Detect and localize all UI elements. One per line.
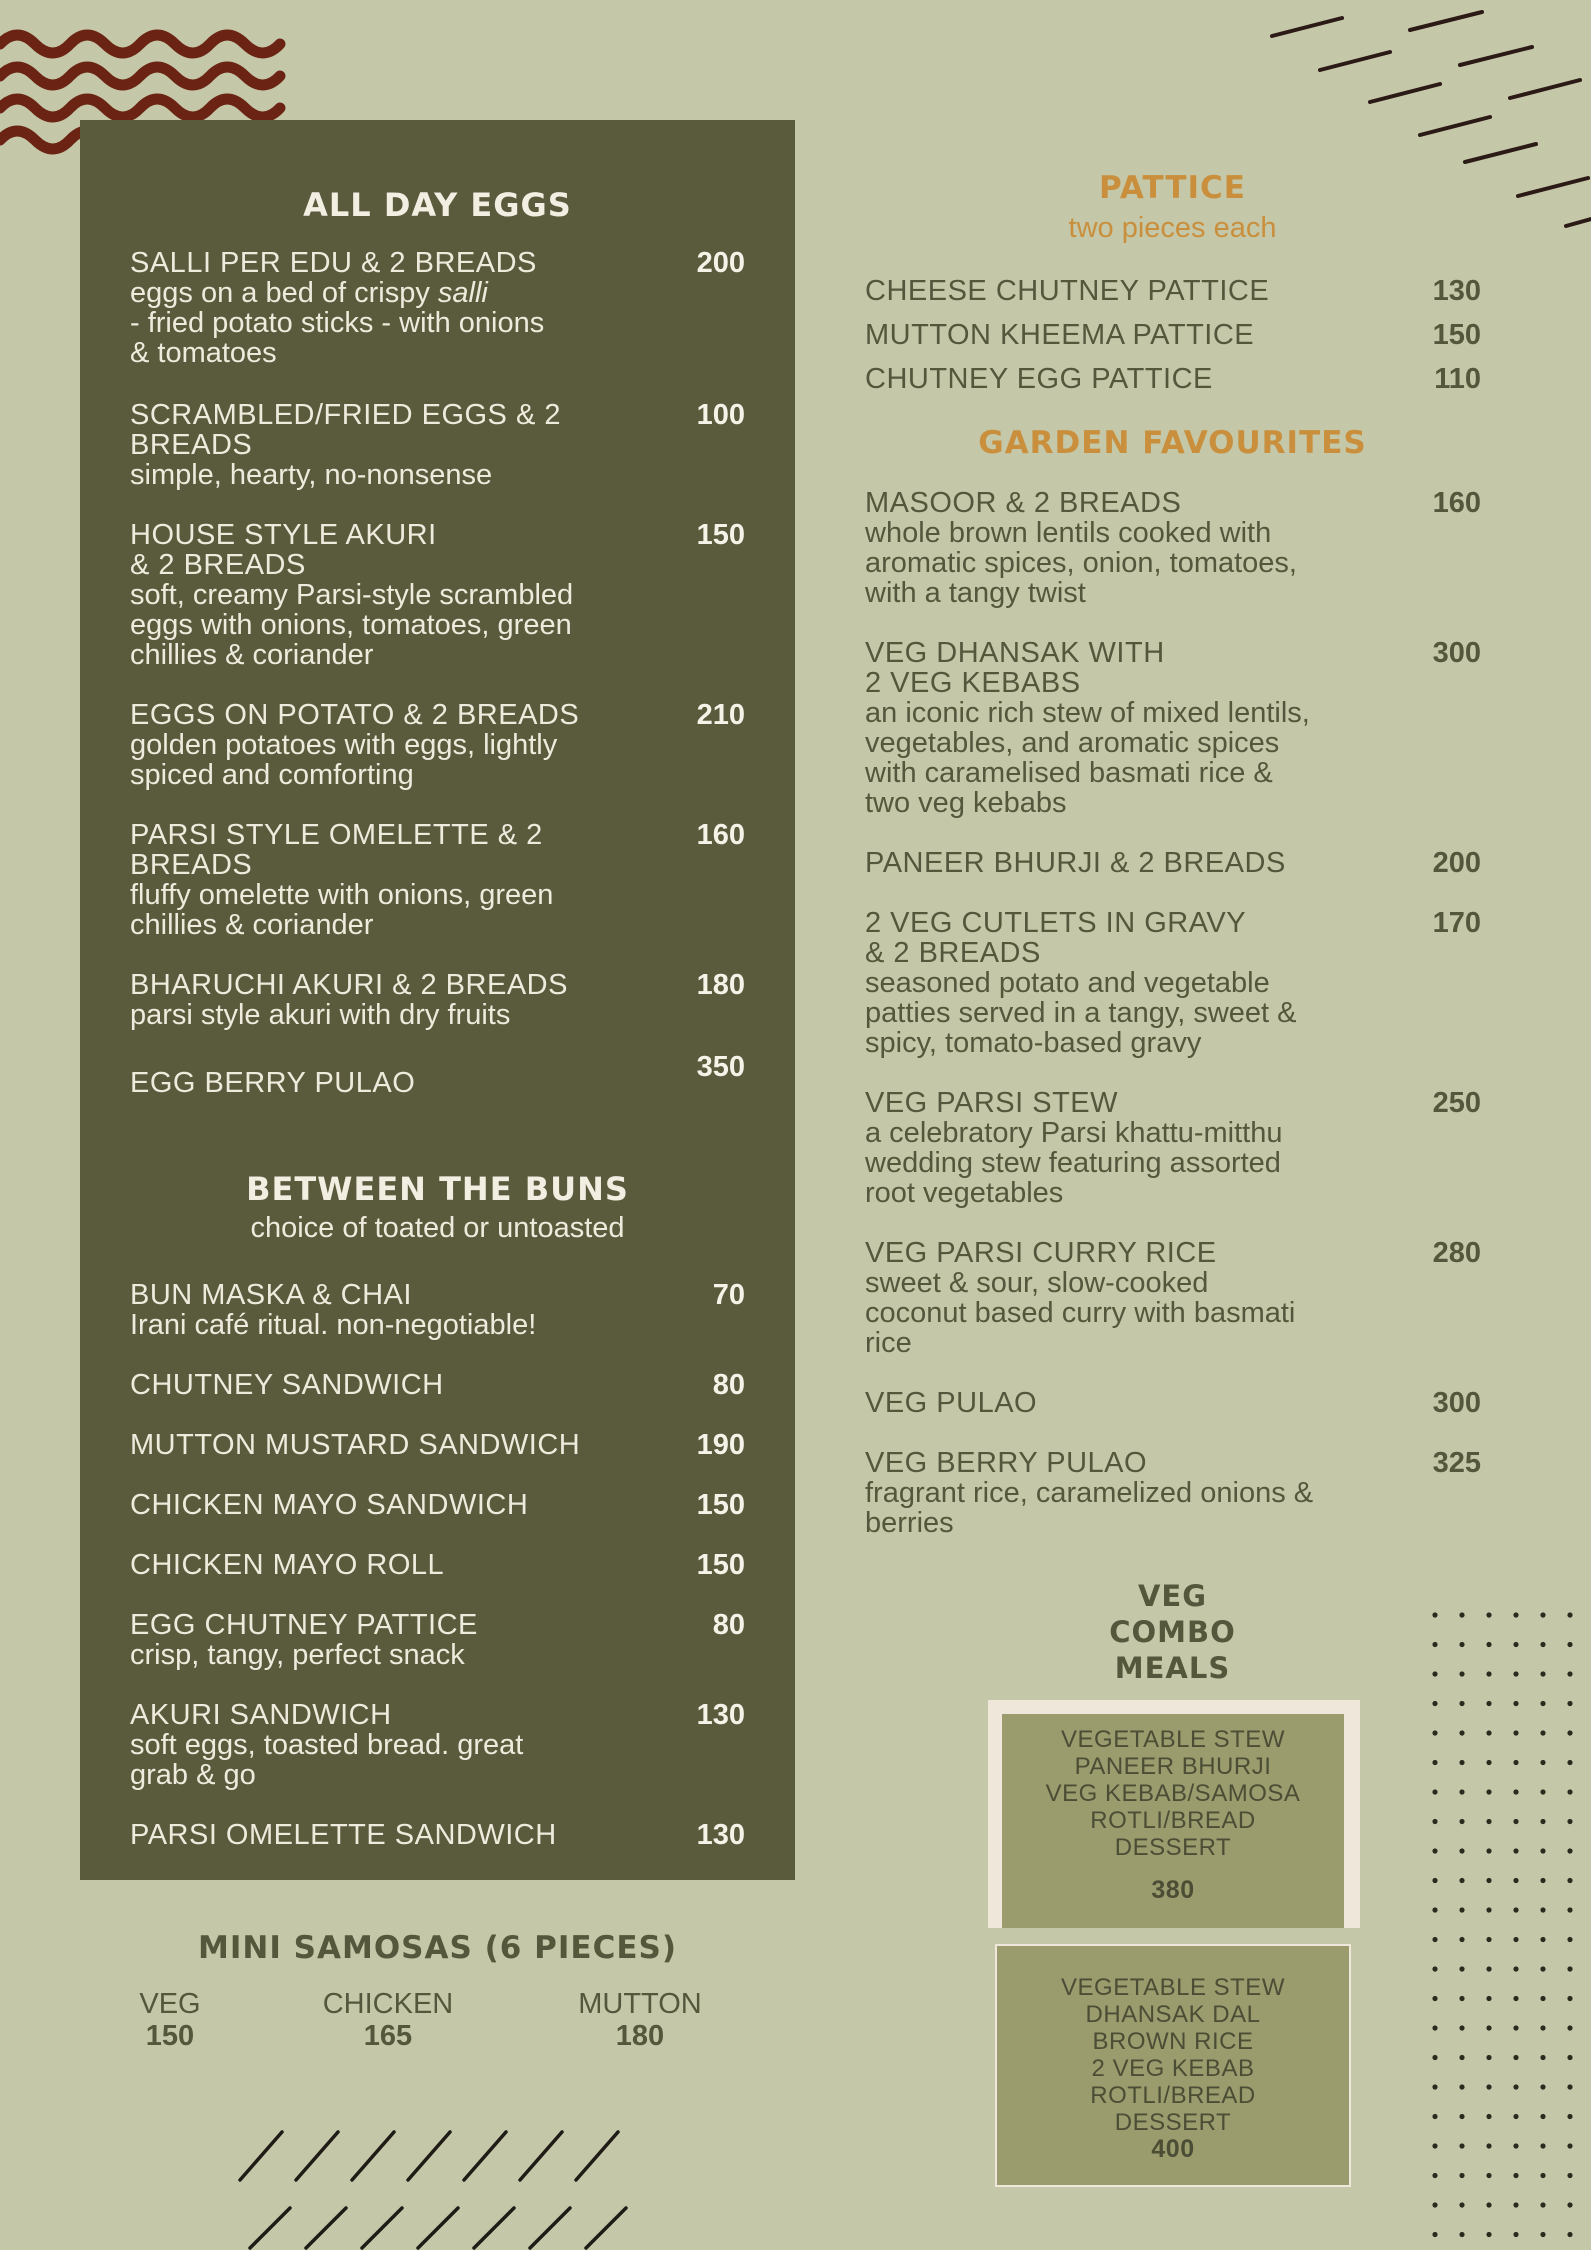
dot-grid-decoration: [1425, 1605, 1591, 2250]
dot: [1567, 2084, 1572, 2089]
dot: [1540, 1937, 1545, 1942]
menu-item: [865, 488, 1485, 608]
menu-item-description: eggs on a bed of crispy salli - fried potato sticks - with onions & tomatoes: [130, 277, 545, 369]
dot: [1432, 1907, 1437, 1912]
dot: [1567, 1848, 1572, 1853]
dot: [1540, 2202, 1545, 2207]
dot: [1540, 2025, 1545, 2030]
dot: [1513, 1612, 1518, 1617]
dot: [1432, 1730, 1437, 1735]
menu-item-description: a celebratory Parsi khattu-mitthu wedding stew featuring assorted root vegetables: [865, 1117, 1283, 1209]
dot: [1540, 2084, 1545, 2089]
dot: [1486, 1701, 1491, 1706]
menu-item-name: CHEESE CHUTNEY PATTICE: [865, 275, 1270, 307]
menu-item: [130, 1700, 750, 1790]
menu-item-name: PARSI OMELETTE SANDWICH: [130, 1819, 557, 1851]
dot: [1540, 1907, 1545, 1912]
menu-item-name: VEG BERRY PULAO: [865, 1447, 1148, 1479]
dot: [1459, 2143, 1464, 2148]
menu-item-description: whole brown lentils cooked with aromatic spices, onion, tomatoes, with a tangy twist: [865, 517, 1297, 609]
menu-item-price: 250: [1432, 1087, 1481, 1119]
pattice-section-title: PATTICE: [1099, 170, 1246, 206]
menu-item-description: fragrant rice, caramelized onions & berries: [865, 1477, 1314, 1539]
buns-section-subtitle: choice of toated or untoasted: [250, 1212, 625, 1244]
dot: [1459, 1819, 1464, 1824]
dot: [1540, 1701, 1545, 1706]
dot: [1567, 2202, 1572, 2207]
menu-item-name: CHUTNEY EGG PATTICE: [865, 363, 1213, 395]
dot: [1486, 1878, 1491, 1883]
menu-item-description: soft eggs, toasted bread. great grab & go: [130, 1729, 524, 1791]
dot: [1486, 2202, 1491, 2207]
combo-meal-1: [1002, 1714, 1344, 1928]
menu-item: [865, 364, 1485, 394]
dot: [1432, 1819, 1437, 1824]
dot: [1432, 2114, 1437, 2119]
dot: [1567, 2173, 1572, 2178]
samosa-option-price: 180: [615, 2020, 665, 2052]
menu-item-description: simple, hearty, no-nonsense: [130, 459, 493, 491]
dot: [1432, 2084, 1437, 2089]
dot: [1513, 2025, 1518, 2030]
menu-item-price: 110: [1434, 363, 1481, 395]
dot: [1459, 2025, 1464, 2030]
menu-item-name: 2 VEG CUTLETS IN GRAVY & 2 BREADS: [865, 907, 1247, 969]
menu-item-name: CHICKEN MAYO ROLL: [130, 1549, 445, 1581]
dot: [1513, 1819, 1518, 1824]
combo-meal-2: [995, 1944, 1351, 2187]
menu-item: [865, 1238, 1485, 1358]
dot: [1486, 1730, 1491, 1735]
menu-item: [865, 848, 1485, 878]
menu-item: [130, 248, 750, 368]
dot: [1486, 1760, 1491, 1765]
dot: [1432, 1996, 1437, 2001]
menu-item: [865, 908, 1485, 1058]
combo-meal-1-items: VEGETABLE STEW PANEER BHURJI VEG KEBAB/SAMOSA ROTLI/BREAD DESSERT: [1045, 1726, 1301, 1861]
dot: [1567, 1996, 1572, 2001]
menu-item-price: 300: [1432, 637, 1481, 669]
menu-item-description: fluffy omelette with onions, green chillies & coriander: [130, 879, 554, 941]
dot: [1540, 1760, 1545, 1765]
dot: [1432, 1642, 1437, 1647]
menu-item-name: VEG PARSI STEW: [865, 1087, 1119, 1119]
samosa-option: [100, 1988, 240, 2052]
menu-item-price: 150: [696, 1549, 745, 1581]
dot: [1486, 2143, 1491, 2148]
menu-item-name: CHUTNEY SANDWICH: [130, 1369, 444, 1401]
dot: [1459, 1848, 1464, 1853]
dot: [1459, 1730, 1464, 1735]
dot: [1540, 1966, 1545, 1971]
dot: [1432, 1848, 1437, 1853]
menu-item: [865, 1088, 1485, 1208]
menu-item: [865, 276, 1485, 306]
dot: [1513, 1966, 1518, 1971]
dot: [1567, 1819, 1572, 1824]
dot: [1459, 2202, 1464, 2207]
menu-item-description: Irani café ritual. non-negotiable!: [130, 1309, 537, 1341]
menu-item: [130, 1820, 750, 1850]
dot: [1513, 1789, 1518, 1794]
menu-item-description: sweet & sour, slow-cooked coconut based curry with basmati rice: [865, 1267, 1296, 1359]
menu-item-price: 150: [696, 1489, 745, 1521]
menu-item-name: MASOOR & 2 BREADS: [865, 487, 1182, 519]
dot: [1432, 2232, 1437, 2237]
dot: [1513, 1878, 1518, 1883]
menu-item-price: 130: [696, 1699, 745, 1731]
samosas-section-title: MINI SAMOSAS (6 PIECES): [198, 1930, 677, 1966]
menu-item-name: VEG PARSI CURRY RICE: [865, 1237, 1217, 1269]
menu-item-price: 80: [712, 1609, 745, 1641]
menu-item-name: EGG BERRY PULAO: [130, 1067, 416, 1099]
dot: [1540, 2055, 1545, 2060]
dot: [1432, 2202, 1437, 2207]
menu-item-name: PARSI STYLE OMELETTE & 2 BREADS: [130, 819, 543, 881]
dot: [1432, 2173, 1437, 2178]
menu-item-price: 180: [696, 969, 745, 1001]
menu-item-price: 70: [712, 1279, 745, 1311]
menu-item: [130, 970, 750, 1030]
menu-item: [865, 638, 1485, 818]
dot: [1540, 1819, 1545, 1824]
dot: [1486, 1966, 1491, 1971]
dot: [1513, 1642, 1518, 1647]
dot: [1540, 1612, 1545, 1617]
menu-item-price: 325: [1432, 1447, 1481, 1479]
dot: [1486, 2173, 1491, 2178]
dot: [1567, 1671, 1572, 1676]
dot: [1459, 2114, 1464, 2119]
menu-item-price: 200: [696, 247, 745, 279]
dot: [1486, 2232, 1491, 2237]
dot: [1486, 1848, 1491, 1853]
dot: [1432, 1878, 1437, 1883]
dot: [1432, 1671, 1437, 1676]
samosa-option: [318, 1988, 458, 2052]
menu-item: [865, 1448, 1485, 1538]
menu-item-name: EGG CHUTNEY PATTICE: [130, 1609, 478, 1641]
dot: [1486, 2025, 1491, 2030]
menu-item-name: EGGS ON POTATO & 2 BREADS: [130, 699, 580, 731]
dot: [1459, 1642, 1464, 1647]
dot: [1459, 1612, 1464, 1617]
dot: [1540, 1878, 1545, 1883]
dot: [1567, 2055, 1572, 2060]
menu-item-name: VEG PULAO: [865, 1387, 1038, 1419]
dot: [1513, 1701, 1518, 1706]
dot: [1432, 1966, 1437, 1971]
dot: [1567, 1612, 1572, 1617]
dot: [1513, 1730, 1518, 1735]
dot: [1486, 1819, 1491, 1824]
dot: [1567, 1642, 1572, 1647]
dot: [1459, 1789, 1464, 1794]
dot: [1567, 2143, 1572, 2148]
dot: [1540, 1996, 1545, 2001]
dot: [1513, 1907, 1518, 1912]
pattice-section-subtitle: two pieces each: [1068, 212, 1277, 244]
menu-item-name: MUTTON KHEEMA PATTICE: [865, 319, 1255, 351]
dot: [1540, 2114, 1545, 2119]
menu-item-name: HOUSE STYLE AKURI & 2 BREADS: [130, 519, 437, 581]
menu-item-price: 170: [1432, 907, 1481, 939]
dot: [1513, 1760, 1518, 1765]
dot: [1567, 1878, 1572, 1883]
dot: [1459, 1701, 1464, 1706]
dot: [1459, 2055, 1464, 2060]
dot: [1459, 1937, 1464, 1942]
menu-item-price: 150: [696, 519, 745, 551]
menu-item-name: SCRAMBLED/FRIED EGGS & 2 BREADS: [130, 399, 561, 461]
dot: [1459, 2084, 1464, 2089]
dot: [1513, 1671, 1518, 1676]
dot: [1486, 2055, 1491, 2060]
combo-meal-2-items: VEGETABLE STEW DHANSAK DAL BROWN RICE 2 VEG KEBAB ROTLI/BREAD DESSERT: [1061, 1974, 1285, 2136]
menu-item-price: 100: [696, 399, 745, 431]
dot: [1513, 1848, 1518, 1853]
eggs-section-title: ALL DAY EGGS: [303, 186, 572, 224]
menu-item-price: 130: [696, 1819, 745, 1851]
dot: [1540, 1730, 1545, 1735]
dot: [1540, 1848, 1545, 1853]
dot: [1513, 2232, 1518, 2237]
dot: [1459, 1966, 1464, 1971]
dot: [1459, 2173, 1464, 2178]
samosa-option-price: 165: [363, 2020, 413, 2052]
menu-item-name: CHICKEN MAYO SANDWICH: [130, 1489, 529, 1521]
menu-item: [130, 1370, 750, 1400]
samosa-option-price: 150: [145, 2020, 195, 2052]
dot: [1432, 1612, 1437, 1617]
dot: [1567, 1966, 1572, 1971]
menu-item-price: 80: [712, 1369, 745, 1401]
samosa-option: [570, 1988, 710, 2052]
menu-item: [865, 320, 1485, 350]
menu-item: [130, 1610, 750, 1670]
menu-item-price: 300: [1432, 1387, 1481, 1419]
samosa-option-label: VEG: [139, 1988, 201, 2020]
menu-item: [130, 1280, 750, 1340]
menu-item-price: 350: [696, 1051, 745, 1083]
dot: [1567, 1760, 1572, 1765]
dot: [1540, 1671, 1545, 1676]
menu-item-name: BUN MASKA & CHAI: [130, 1279, 412, 1311]
dot: [1567, 1937, 1572, 1942]
menu-item-description: soft, creamy Parsi-style scrambled eggs with onions, tomatoes, green chillies & coriander: [130, 579, 574, 671]
dot: [1540, 2232, 1545, 2237]
dot: [1567, 1789, 1572, 1794]
dot: [1432, 2143, 1437, 2148]
dot: [1540, 1789, 1545, 1794]
menu-item-description: parsi style akuri with dry fruits: [130, 999, 511, 1031]
buns-section-title: BETWEEN THE BUNS: [246, 1170, 629, 1208]
dot: [1540, 2143, 1545, 2148]
dot: [1432, 1701, 1437, 1706]
menu-item: [865, 1388, 1485, 1418]
combo-meal-1-price: 380: [1151, 1876, 1195, 1904]
dot: [1513, 2055, 1518, 2060]
menu-item-name: AKURI SANDWICH: [130, 1699, 392, 1731]
dot: [1432, 2055, 1437, 2060]
dot: [1432, 1937, 1437, 1942]
menu-item-price: 190: [696, 1429, 745, 1461]
menu-item: [130, 1051, 750, 1099]
menu-item-description: seasoned potato and vegetable patties served in a tangy, sweet & spicy, tomato-based gravy: [865, 967, 1297, 1059]
menu-item-description: crisp, tangy, perfect snack: [130, 1639, 465, 1671]
dot: [1540, 2173, 1545, 2178]
dot: [1513, 2143, 1518, 2148]
samosa-option-label: CHICKEN: [322, 1988, 454, 2020]
menu-item-price: 160: [1432, 487, 1481, 519]
dot: [1432, 1760, 1437, 1765]
dot: [1486, 1642, 1491, 1647]
dot: [1540, 1642, 1545, 1647]
dot: [1513, 1937, 1518, 1942]
dot: [1513, 2173, 1518, 2178]
menu-item-price: 210: [696, 699, 745, 731]
menu-item-name: PANEER BHURJI & 2 BREADS: [865, 847, 1286, 879]
menu-item-price: 160: [696, 819, 745, 851]
dot: [1486, 1612, 1491, 1617]
menu-item-name: MUTTON MUSTARD SANDWICH: [130, 1429, 581, 1461]
dot: [1459, 1996, 1464, 2001]
dot: [1432, 2025, 1437, 2030]
menu-item-name: SALLI PER EDU & 2 BREADS: [130, 247, 537, 279]
samosa-option-label: MUTTON: [578, 1988, 702, 2020]
dot: [1459, 1760, 1464, 1765]
dot: [1567, 2114, 1572, 2119]
slash-lines-decoration: [230, 2120, 650, 2250]
dot: [1513, 2202, 1518, 2207]
menu-item: [130, 700, 750, 790]
dot: [1513, 2084, 1518, 2089]
dot: [1567, 2025, 1572, 2030]
dot: [1486, 1671, 1491, 1676]
menu-item-price: 280: [1432, 1237, 1481, 1269]
menu-item-description: an iconic rich stew of mixed lentils, vegetables, and aromatic spices with caramelised basmati rice & two veg kebabs: [865, 697, 1310, 819]
dot: [1486, 1907, 1491, 1912]
dot: [1459, 1878, 1464, 1883]
dot: [1486, 1996, 1491, 2001]
combo-meal-2-price: 400: [1151, 2135, 1195, 2163]
dot: [1486, 2114, 1491, 2119]
menu-item-name: BHARUCHI AKURI & 2 BREADS: [130, 969, 568, 1001]
dot: [1567, 1701, 1572, 1706]
dot: [1459, 1671, 1464, 1676]
dot: [1459, 2232, 1464, 2237]
menu-item: [130, 1490, 750, 1520]
menu-item: [130, 1550, 750, 1580]
menu-item: [130, 520, 750, 670]
menu-item-name: VEG DHANSAK WITH 2 VEG KEBABS: [865, 637, 1165, 699]
menu-item: [130, 820, 750, 940]
menu-item-price: 200: [1432, 847, 1481, 879]
menu-item: [130, 1430, 750, 1460]
dot: [1432, 1789, 1437, 1794]
dot: [1567, 2232, 1572, 2237]
dot: [1486, 1937, 1491, 1942]
menu-item-price: 150: [1432, 319, 1481, 351]
dot: [1567, 1730, 1572, 1735]
menu-item: [130, 400, 750, 490]
menu-item-description: golden potatoes with eggs, lightly spiced and comforting: [130, 729, 558, 791]
combo-section-title: VEG COMBO MEALS: [1109, 1579, 1236, 1685]
dot: [1513, 2114, 1518, 2119]
garden-section-title: GARDEN FAVOURITES: [978, 425, 1367, 461]
menu-item-price: 130: [1432, 275, 1481, 307]
dot: [1486, 1789, 1491, 1794]
dot: [1459, 1907, 1464, 1912]
dot: [1513, 1996, 1518, 2001]
dot: [1486, 2084, 1491, 2089]
dot: [1567, 1907, 1572, 1912]
